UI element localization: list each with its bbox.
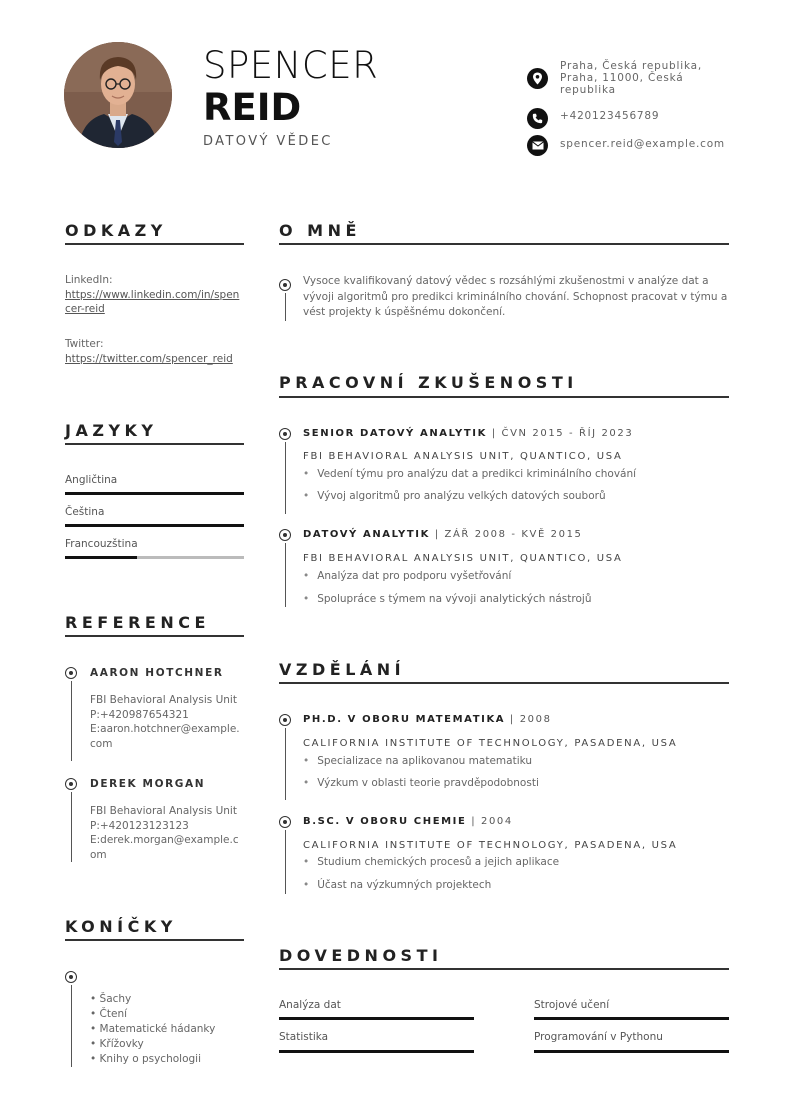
skills-divider bbox=[279, 968, 729, 970]
edu-1-degree: PH.D. V OBORU MATEMATIKA bbox=[303, 714, 506, 725]
link-twitter-url[interactable]: https://twitter.com/spencer_reid bbox=[65, 352, 233, 365]
edu-1-bullet-icon bbox=[279, 714, 291, 726]
reference-2-details bbox=[90, 804, 242, 862]
skill-python: Programování v Pythonu bbox=[534, 1031, 663, 1043]
language-czech-fill bbox=[65, 524, 244, 527]
edu-2-separator: | bbox=[471, 816, 477, 827]
job-2-separator: | bbox=[434, 529, 440, 540]
first-name: SPENCER bbox=[203, 44, 379, 87]
skill-statistics-bar bbox=[279, 1050, 474, 1053]
skill-data-analysis-bar bbox=[279, 1017, 474, 1020]
job-1-role: SENIOR DATOVÝ ANALYTIK bbox=[303, 428, 487, 439]
edu-1-school: CALIFORNIA INSTITUTE OF TECHNOLOGY, PASADENA, USA bbox=[303, 738, 678, 749]
last-name: REID bbox=[203, 86, 302, 129]
job-2-bullet: • Analýza dat pro podporu vyšetřování bbox=[303, 570, 511, 582]
reference-2-bullet-icon bbox=[65, 778, 77, 790]
link-linkedin-label: LinkedIn: bbox=[65, 274, 113, 286]
language-french-bar bbox=[65, 556, 244, 559]
skill-machine-learning: Strojové učení bbox=[534, 999, 610, 1011]
edu-1-year: 2008 bbox=[519, 714, 552, 725]
skill-statistics: Statistika bbox=[279, 1031, 329, 1043]
hobbies-bullet-icon bbox=[65, 971, 77, 983]
email-text[interactable]: spencer.reid@example.com bbox=[560, 138, 725, 150]
edu-2-bullet: • Studium chemických procesů a jejich aplikace bbox=[303, 856, 559, 868]
contact-email bbox=[527, 135, 730, 156]
profile-photo bbox=[64, 42, 172, 148]
references-divider bbox=[65, 635, 244, 637]
edu-1-bullet: • Specializace na aplikovanou matematiku bbox=[303, 755, 532, 767]
hobbies-timeline-line bbox=[71, 985, 72, 1067]
link-linkedin bbox=[65, 273, 245, 317]
reference-2-email[interactable]: E:derek.morgan@example.com bbox=[90, 834, 239, 861]
reference-2-org: FBI Behavioral Analysis Unit bbox=[90, 805, 237, 817]
phone-icon bbox=[527, 108, 548, 129]
languages-divider bbox=[65, 443, 244, 445]
job-1-separator: | bbox=[491, 428, 497, 439]
job-2-bullet: • Spolupráce s týmem na vývoji analytických nástrojů bbox=[303, 593, 591, 605]
reference-1-timeline-line bbox=[71, 681, 72, 761]
reference-2-timeline-line bbox=[71, 792, 72, 862]
location-pin-icon bbox=[527, 68, 548, 89]
job-2-date: ZÁŘ 2008 - KVĚ 2015 bbox=[444, 529, 583, 540]
edu-2-bullet: • Účast na výzkumných projektech bbox=[303, 879, 491, 891]
edu-2-school: CALIFORNIA INSTITUTE OF TECHNOLOGY, PASADENA, USA bbox=[303, 840, 678, 851]
skill-machine-learning-bar bbox=[534, 1017, 729, 1020]
language-czech: Čeština bbox=[65, 506, 105, 518]
about-text: Vysoce kvalifikovaný datový vědec s rozsáhlými zkušenostmi v analýze dat a vývoji algoritmů pro predikci kriminálního chování. Schopnost pracovat v týmu a vést projekty k úspěšnému dokončení. bbox=[303, 275, 728, 318]
hobbies-divider bbox=[65, 939, 244, 941]
skill-python-bar bbox=[534, 1050, 729, 1053]
reference-1-name: AARON HOTCHNER bbox=[90, 667, 224, 679]
job-1-header bbox=[303, 428, 633, 439]
hobby-item: • Knihy o psychologii bbox=[90, 1053, 201, 1065]
hobbies-heading: KONÍČKY bbox=[65, 917, 177, 936]
education-divider bbox=[279, 682, 729, 684]
reference-1-phone[interactable]: P:+420987654321 bbox=[90, 708, 189, 721]
language-english-fill bbox=[65, 492, 244, 495]
job-1-timeline-line bbox=[285, 442, 286, 514]
phone-text[interactable]: +420123456789 bbox=[560, 110, 660, 122]
reference-1-bullet-icon bbox=[65, 667, 77, 679]
contact-address bbox=[527, 60, 730, 96]
edu-2-degree: B.SC. V OBORU CHEMIE bbox=[303, 816, 467, 827]
language-english: Angličtina bbox=[65, 474, 118, 486]
job-1-bullet-icon bbox=[279, 428, 291, 440]
language-french: Francouzština bbox=[65, 538, 138, 550]
language-czech-bar bbox=[65, 524, 244, 527]
envelope-icon bbox=[527, 135, 548, 156]
links-divider bbox=[65, 243, 244, 245]
portrait-image bbox=[64, 42, 172, 148]
reference-1-email[interactable]: E:aaron.hotchner@example.com bbox=[90, 723, 240, 750]
education-heading: VZDĚLÁNÍ bbox=[279, 660, 406, 679]
job-2-org: FBI BEHAVIORAL ANALYSIS UNIT, QUANTICO, USA bbox=[303, 553, 623, 564]
edu-2-header bbox=[303, 816, 513, 827]
skill-data-analysis: Analýza dat bbox=[279, 999, 341, 1011]
link-twitter-label: Twitter: bbox=[65, 338, 104, 350]
edu-1-bullet: • Výzkum v oblasti teorie pravděpodobnosti bbox=[303, 777, 539, 789]
reference-2-phone[interactable]: P:+420123123123 bbox=[90, 819, 189, 832]
language-english-bar bbox=[65, 492, 244, 495]
job-2-header bbox=[303, 529, 583, 540]
link-linkedin-url[interactable]: https://www.linkedin.com/in/spencer-reid bbox=[65, 288, 240, 315]
experience-divider bbox=[279, 396, 729, 398]
links-heading: ODKAZY bbox=[65, 221, 167, 240]
edu-1-header bbox=[303, 714, 552, 725]
contact-phone bbox=[527, 107, 730, 129]
edu-1-separator: | bbox=[509, 714, 515, 725]
languages-heading: JAZYKY bbox=[65, 421, 158, 440]
job-2-timeline-line bbox=[285, 543, 286, 607]
about-timeline-line bbox=[285, 293, 286, 321]
job-1-date: ČVN 2015 - ŘÍJ 2023 bbox=[501, 428, 634, 439]
edu-2-timeline-line bbox=[285, 830, 286, 894]
job-2-role: DATOVÝ ANALYTIK bbox=[303, 529, 430, 540]
reference-1-org: FBI Behavioral Analysis Unit bbox=[90, 694, 237, 706]
hobby-item: • Matematické hádanky bbox=[90, 1023, 215, 1035]
reference-1-details bbox=[90, 693, 242, 751]
edu-1-timeline-line bbox=[285, 728, 286, 800]
edu-2-bullet-icon bbox=[279, 816, 291, 828]
job-1-org: FBI BEHAVIORAL ANALYSIS UNIT, QUANTICO, USA bbox=[303, 451, 623, 462]
hobby-item: • Šachy bbox=[90, 993, 131, 1005]
hobby-item: • Čtení bbox=[90, 1008, 127, 1020]
skills-heading: DOVEDNOSTI bbox=[279, 946, 443, 965]
edu-2-year: 2004 bbox=[480, 816, 513, 827]
experience-heading: PRACOVNÍ ZKUŠENOSTI bbox=[279, 373, 578, 392]
language-french-fill bbox=[65, 556, 137, 559]
about-bullet-icon bbox=[279, 279, 291, 291]
address-text: Praha, Česká republika, Praha, 11000, Česká republika bbox=[560, 60, 703, 96]
job-1-bullet: • Vývoj algoritmů pro analýzu velkých datových souborů bbox=[303, 490, 606, 502]
hobby-item: • Křížovky bbox=[90, 1038, 144, 1050]
about-divider bbox=[279, 243, 729, 245]
references-heading: REFERENCE bbox=[65, 613, 210, 632]
job-2-bullet-icon bbox=[279, 529, 291, 541]
about-heading: O MNĚ bbox=[279, 221, 361, 240]
link-twitter bbox=[65, 337, 245, 366]
job-1-bullet: • Vedení týmu pro analýzu dat a predikci kriminálního chování bbox=[303, 468, 636, 480]
reference-2-name: DEREK MORGAN bbox=[90, 778, 206, 790]
job-title: DATOVÝ VĚDEC bbox=[203, 134, 333, 149]
